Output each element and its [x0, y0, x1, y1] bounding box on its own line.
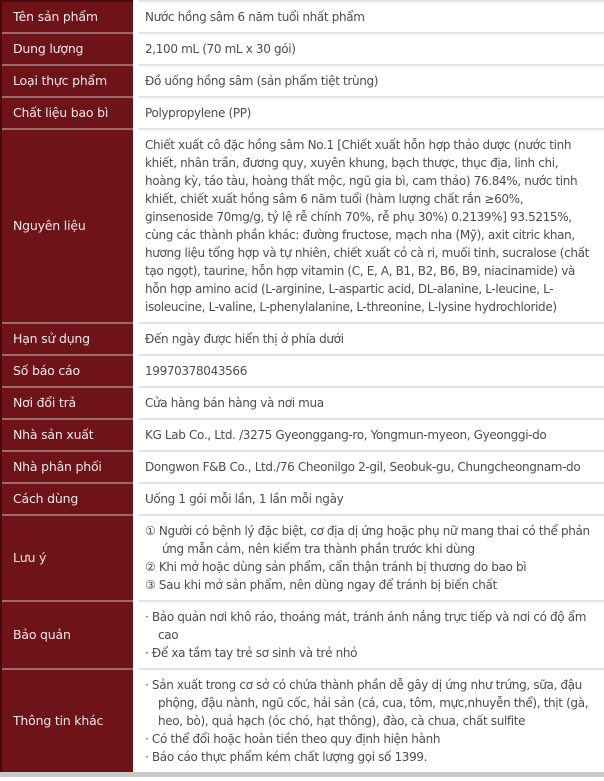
table-row — [2, 96, 604, 128]
row-value: Uống 1 gói mỗi lần, 1 lần mỗi ngày — [145, 492, 344, 506]
row-label-cell — [2, 668, 133, 772]
row-value-cell — [139, 0, 604, 32]
list-item: · Sản xuất trong cơ sở có chứa thành phần dễ gây dị ứng như trứng, sữa, đậu phộng, đậu nành, ngũ cốc, hải sản (cá, cua, tôm, mực,nhuyễn thể), thịt (gà, heo, bò), quả hạch (óc chó, hạt thông), đào, cà chua, chất sulfite — [145, 678, 589, 728]
row-value: KG Lab Co., Ltd. /3275 Gyeonggang-ro, Yongmun-myeon, Gyeonggi-do — [145, 428, 547, 442]
row-label: Loại thực phẩm — [13, 73, 107, 88]
row-value-cell — [139, 386, 604, 418]
row-value-cell — [139, 64, 604, 96]
table-row — [2, 514, 604, 600]
row-value-cell — [139, 32, 604, 64]
row-value: Đến ngày được hiển thị ở phía dưới — [145, 332, 344, 346]
table-row — [2, 64, 604, 96]
row-label-cell — [2, 482, 133, 514]
row-label-cell — [2, 322, 133, 354]
row-value: Đồ uống hồng sâm (sản phẩm tiệt trùng) — [145, 74, 379, 88]
row-label: Nguyên liệu — [13, 218, 86, 233]
row-label: Tên sản phẩm — [13, 9, 98, 24]
row-value-cell — [139, 418, 604, 450]
list-item: ③ Sau khi mở sản phẩm, nên dùng ngay để tránh bị biến chất — [145, 578, 497, 592]
row-value-cell — [139, 322, 604, 354]
row-value: Dongwon F&B Co., Ltd./76 Cheonilgo 2-gil, Seobuk-gu, Chungcheongnam-do — [145, 460, 581, 474]
row-label-cell — [2, 450, 133, 482]
row-value-cell — [139, 450, 604, 482]
list-item: ② Khi mở hoặc dùng sản phẩm, cẩn thận tránh bị thương do bao bì — [145, 560, 527, 574]
list-item: ① Người có bệnh lý đặc biệt, cơ địa dị ứng hoặc phụ nữ mang thai có thể phản ứng mẫn cảm, nên kiểm tra thành phần trước khi dùng — [145, 524, 590, 556]
row-label: Nhà sản xuất — [13, 427, 94, 442]
row-label: Chất liệu bao bì — [13, 105, 109, 120]
row-value-cell — [139, 354, 604, 386]
table-row — [2, 418, 604, 450]
list-item: · Bảo quản nơi khô ráo, thoáng mát, tránh ánh nắng trực tiếp và nơi có độ ẩm cao — [145, 610, 587, 642]
row-label-cell — [2, 386, 133, 418]
row-label-cell — [2, 128, 133, 322]
row-value: Chiết xuất cô đặc hồng sâm No.1 [Chiết xuất hỗn hợp thảo dược (nước tinh khiết, nhân trần, đương quy, xuyên khung, bạch thược, thục địa, linh chi, hoàng kỳ, táo tàu, hoàng thất mộc, ngũ gia bì, cam thảo) 76.84%, nước tinh khiết, chiết xuất hồng sâm 6 năm tuổi (hàm lượng chất rắn ≥60%, ginsenoside 70mg/g, tỷ lệ rễ chính 70%, rễ phụ 30%) 0.2139%] 93.5215%, cùng các thành phần khác: đường fructose, mạch nha (Mỹ), axit citric khan, hương liệu tổng hợp và tự nhiên, chiết xuất cỏ cà ri, muối tinh, sucralose (chất tạo ngọt), taurine, hỗn hợp vitamin (C, E, A, B1, B2, B6, B9, niacinamide) và hỗn hợp amino acid (L-arginine, L-aspartic acid, DL-alanine, L-leucine, L-isoleucine, L-valine, L-phenylalanine, L-threonine, L-lysine hydrochloride) — [145, 138, 589, 314]
row-label-cell — [2, 514, 133, 600]
row-label-cell — [2, 354, 133, 386]
list-item: · Báo cáo thực phẩm kém chất lượng gọi số 1399. — [145, 750, 428, 764]
row-value: 2,100 mL (70 mL x 30 gói) — [145, 42, 296, 56]
row-label: Nhà phân phối — [13, 459, 102, 474]
table-row — [2, 450, 604, 482]
table-row — [2, 668, 604, 772]
table-row — [2, 482, 604, 514]
row-label: Hạn sử dụng — [13, 331, 90, 346]
row-label-cell — [2, 96, 133, 128]
table-row — [2, 32, 604, 64]
row-label-cell — [2, 64, 133, 96]
row-value-cell — [139, 96, 604, 128]
row-value-cell — [139, 600, 604, 668]
row-label-cell — [2, 32, 133, 64]
row-value: Nước hồng sâm 6 năm tuổi nhất phẩm — [145, 10, 365, 24]
list-item: · Để xa tầm tay trẻ sơ sinh và trẻ nhỏ — [145, 646, 358, 660]
row-value-cell — [139, 668, 604, 772]
row-value-cell — [139, 514, 604, 600]
table-row — [2, 354, 604, 386]
row-label: Nơi đổi trả — [13, 395, 76, 410]
row-value-cell — [139, 128, 604, 322]
row-value: 19970378043566 — [145, 364, 247, 378]
row-label-cell — [2, 600, 133, 668]
row-label: Dung lượng — [13, 41, 84, 56]
row-label-cell — [2, 0, 133, 32]
row-label: Cách dùng — [13, 491, 79, 506]
table-row — [2, 128, 604, 322]
row-label-cell — [2, 418, 133, 450]
row-label: Thông tin khác — [13, 713, 104, 728]
table-row — [2, 386, 604, 418]
row-label: Lưu ý — [13, 550, 47, 565]
table-row — [2, 322, 604, 354]
bottom-spacer — [0, 777, 604, 781]
row-value-cell — [139, 482, 604, 514]
table-row — [2, 0, 604, 32]
row-label: Số báo cáo — [13, 363, 80, 378]
row-value: Cửa hàng bán hàng và nơi mua — [145, 396, 324, 410]
row-label: Bảo quản — [13, 627, 71, 642]
table-row — [2, 600, 604, 668]
list-item: · Có thể đổi hoặc hoàn tiền theo quy định hiện hành — [145, 732, 441, 746]
row-value: Polypropylene (PP) — [145, 106, 251, 120]
